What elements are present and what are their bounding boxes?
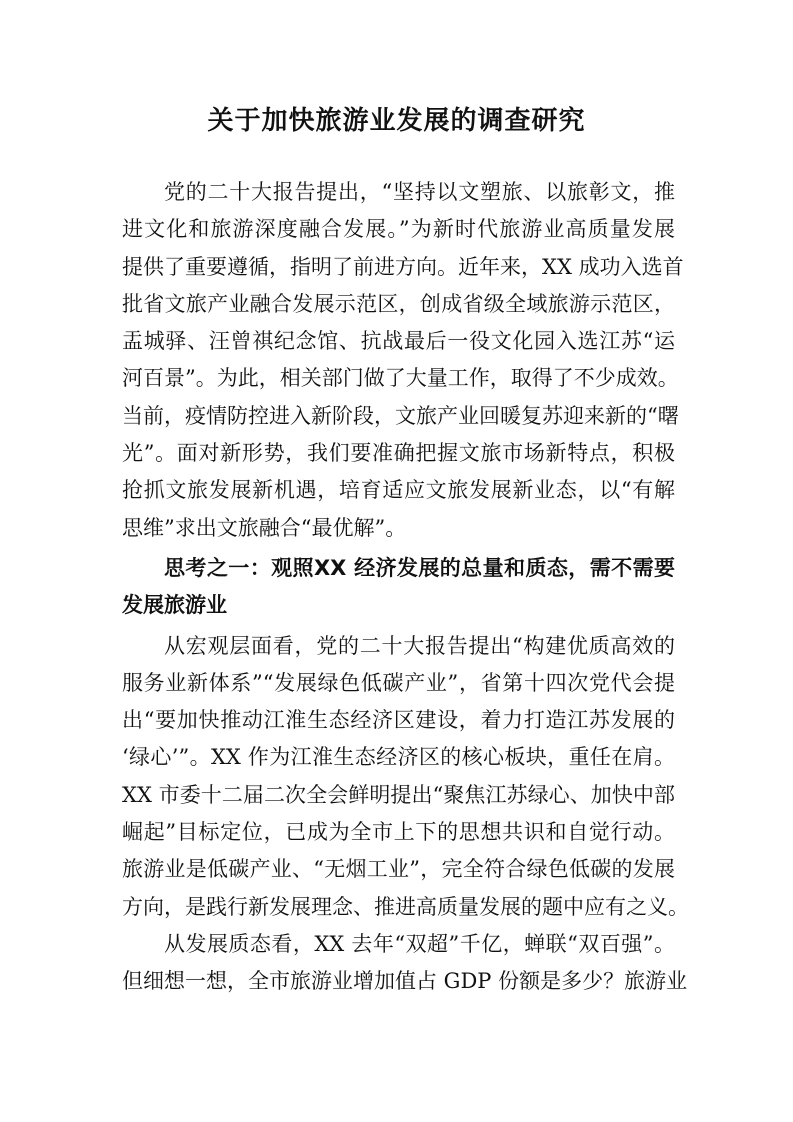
text-line: 从宏观层面看，党的二十大报告提出“构建优质高效的 [164,633,675,658]
document-body [122,174,689,1001]
text-line: 当前，疫情防控进入新阶段，文旅产业回暖复苏迎来新的“曙 [122,403,679,428]
text-line: 崛起”目标定位，已成为全市上下的思想共识和自觉行动。 [122,820,675,845]
text-line: ‘绿心’”。XX 作为江淮生态经济区的核心板块，重任在肩。 [122,745,675,770]
paragraph [122,628,689,926]
text-line: 思考之一：观照XX 经济发展的总量和质态，需不需要 [164,555,675,580]
text-line: 出“要加快推动江淮生态经济区建设，着力打造江苏发展的 [122,708,675,733]
text-line: 光”。面对新形势，我们要准确把握文旅市场新特点，积极 [122,441,675,466]
text-line: 盂城驿、汪曾祺纪念馆、抗战最后一役文化园入选江苏“运 [122,329,675,354]
text-line: 方向，是践行新发展理念、推进高质量发展的题中应有之义。 [122,894,689,919]
text-line: 发展旅游业 [122,593,227,618]
document-title: 关于加快旅游业发展的调查研究 [207,106,586,136]
section-heading [122,550,675,625]
paragraph [122,926,688,1001]
paragraph [122,174,684,547]
text-line: 服务业新体系”“发展绿色低碳产业”，省第十四次党代会提 [122,670,675,695]
text-line: 抢抓文旅发展新机遇，培育适应文旅发展新业态，以“有解 [122,478,675,503]
text-line: 旅游业是低碳产业、“无烟工业”，完全符合绿色低碳的发展 [122,857,675,882]
text-line: 思维”求出文旅融合“最优解”。 [122,515,407,540]
text-line: 党的二十大报告提出，“坚持以文塑旅、以旅彰文，推 [164,180,675,204]
text-line: 从发展质态看，XX 去年“双超”千亿，蝉联“双百强”。 [164,931,675,956]
text-line: 批省文旅产业融合发展示范区，创成省级全域旅游示范区， [122,291,675,316]
text-line: XX 市委十二届二次全会鲜明提出“聚焦江苏绿心、加快中部 [122,782,675,807]
text-line: 河百景”。为此，相关部门做了大量工作，取得了不少成效。 [122,366,679,391]
text-line: 进文化和旅游深度融合发展。”为新时代旅游业高质量发展 [122,217,675,242]
text-line: 提供了重要遵循，指明了前进方向。近年来，XX 成功入选首 [122,254,684,279]
text-line: 但细想一想，全市旅游业增加值占 GDP 份额是多少？旅游业 [122,969,688,994]
